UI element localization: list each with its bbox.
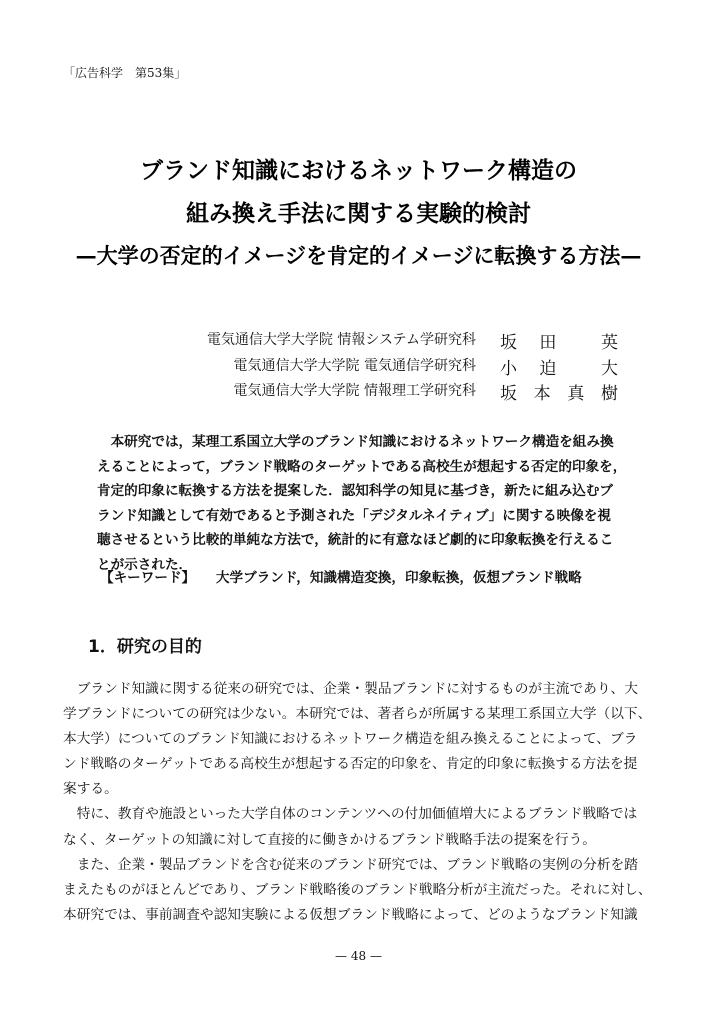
abstract-line: ランド知識として有効であると予測された「デジタルネイティブ」に関する映像を視: [97, 507, 611, 524]
author-name-char: 真: [567, 384, 585, 404]
author-row: [140, 355, 618, 381]
author-affiliation: 電気通信大学大学院 情報理工学研究科: [233, 383, 476, 399]
body-line: 案する。: [63, 781, 118, 798]
author-name: [500, 354, 618, 379]
page-number: — 48 —: [335, 949, 382, 963]
author-name: [500, 379, 618, 404]
author-row: [140, 329, 618, 355]
author-name-char: 英: [600, 333, 618, 353]
abstract-line: 肯定的印象に転換する方法を提案した．認知科学の知見に基づき，新たに組み込むブ: [97, 483, 614, 499]
body-line: 本大学）についてのブランド知識におけるネットワーク構造を組み換えることによって、ブラ: [63, 731, 638, 748]
keywords: [100, 566, 582, 586]
body-line: まえたものがほとんどであり、ブランド戦略後のブランド戦略分析が主流だった。それに対し、: [63, 881, 652, 898]
section-heading: 1．研究の目的: [88, 637, 202, 657]
keywords-label: 【キーワード】: [100, 570, 196, 586]
body-line: 学ブランドについての研究は少ない。本研究では、著者らが所属する某理工系国立大学（以下、: [63, 706, 652, 723]
body-line: 特に、教育や施設といった大学自体のコンテンツへの付加価値増大によるブランド戦略では: [63, 806, 638, 823]
paper-title-line-1: ブランド知識におけるネットワーク構造の: [140, 157, 577, 184]
author-affiliation: 電気通信大学大学院 電気通信学研究科: [233, 358, 476, 374]
author-name-char: 坂: [500, 333, 517, 353]
author-name-char: 坂: [500, 384, 517, 404]
body-line: なく、ターゲットの知識に対して直接的に働きかけるブランド戦略手法の提案を行う。: [63, 831, 596, 848]
paper-subtitle: —大学の否定的イメージを肯定的イメージに転換する方法—: [75, 243, 642, 268]
body-line: ブランド知識に関する従来の研究では、企業・製品ブランドに対するものが主流であり、大: [63, 681, 638, 697]
keywords-list: 大学ブランド，知識構造変換，印象転換，仮想ブランド戦略: [215, 570, 582, 586]
body-line: また、企業・製品ブランドを含む従来のブランド研究では、ブランド戦略の実例の分析を踏: [63, 856, 638, 873]
abstract-line: 聴させるという比較的単純な方法で，統計的に有意なほど劇的に印象転換を行えるこ: [97, 532, 614, 548]
body-line: 本研究では、事前調査や認知実験による仮想ブランド戦略によって、どのようなブランド知識: [63, 906, 638, 923]
author-name-char: 大: [600, 359, 618, 379]
body-text: [63, 677, 652, 928]
body-line: ンド戦略のターゲットである高校生が想起する否定的印象を、肯定的印象に転換する方法を提: [63, 756, 638, 773]
author-name-char: 小: [500, 359, 517, 379]
author-affiliation: 電気通信大学大学院 情報システム学研究科: [206, 332, 476, 348]
abstract-line: えることによって，ブランド戦略のターゲットである高校生が想起する否定的印象を，: [97, 458, 627, 475]
author-name-char: 樹: [600, 384, 618, 404]
abstract: [97, 430, 627, 577]
abstract-line: 本研究では，某理工系国立大学のブランド知識におけるネットワーク構造を組み換: [97, 434, 614, 450]
author-name-char: 田: [539, 333, 557, 353]
abstract-line: とが示された．: [97, 556, 193, 573]
author-name-char: 本: [533, 384, 551, 404]
author-row: [140, 380, 618, 406]
author-name: [500, 328, 618, 353]
author-name-char: 迫: [539, 359, 557, 379]
paper-title-line-2: 組み換え手法に関する実験的検討: [186, 200, 531, 227]
running-header: 「広告科学 第53集」: [63, 66, 187, 80]
